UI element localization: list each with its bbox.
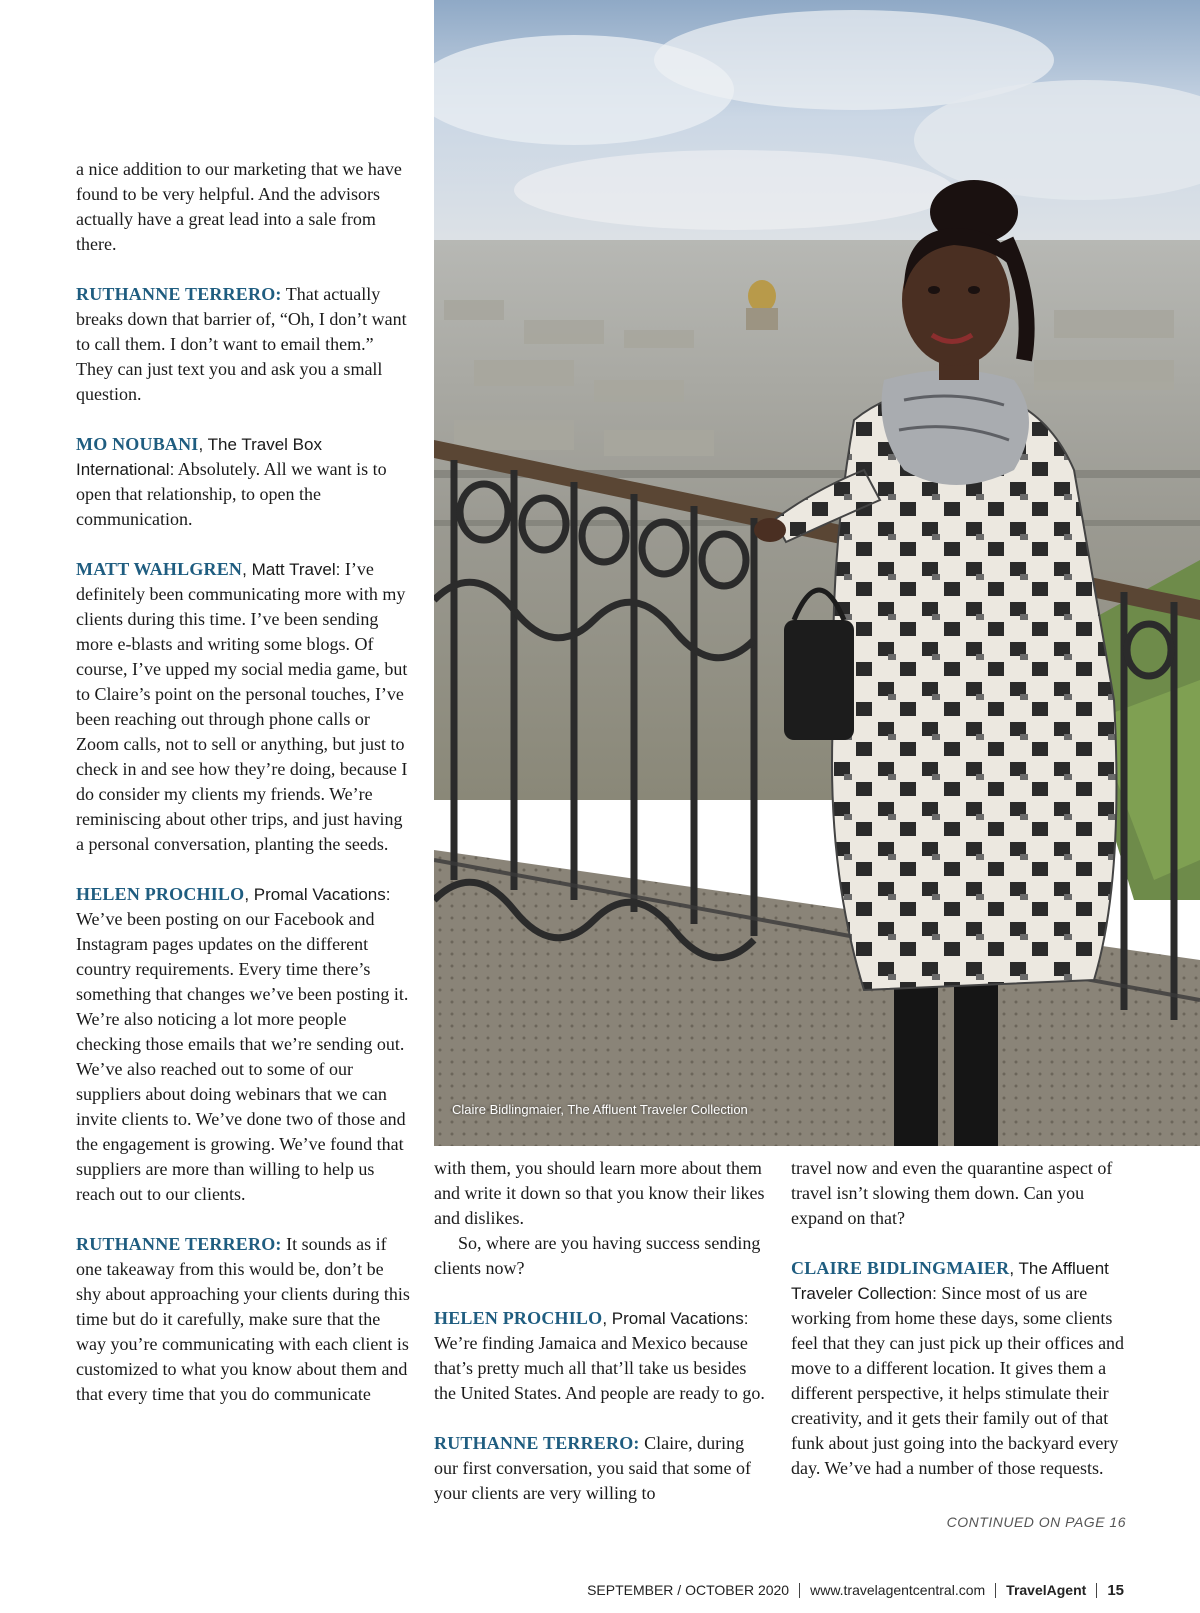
paragraph: RUTHANNE TERRERO: That actually breaks down that barrier of, “Oh, I don’t want to call them. I don’t want to email them.” They can just text you and ask you a small question. bbox=[76, 284, 407, 404]
speaker-name: MO NOUBANI bbox=[76, 434, 199, 454]
page-footer bbox=[587, 1579, 1124, 1601]
paragraph: So, where are you having success sending clients now? bbox=[434, 1233, 761, 1278]
speaker-affiliation: , Promal Vacations: bbox=[602, 1309, 749, 1328]
article-column-1 bbox=[76, 157, 410, 1407]
divider bbox=[799, 1583, 800, 1598]
continued-on-page-link[interactable]: CONTINUED ON PAGE 16 bbox=[946, 1514, 1126, 1530]
paragraph: RUTHANNE TERRERO: Claire, during our first conversation, you said that some of your clients are very willing to bbox=[434, 1433, 751, 1503]
website-url[interactable]: www.travelagentcentral.com bbox=[810, 1582, 986, 1598]
paragraph: with them, you should learn more about them and write it down so that you know their likes and dislikes. bbox=[434, 1158, 765, 1228]
paragraph: CLAIRE BIDLINGMAIER, The Affluent Traveler Collection: Since most of us are working from home these days, some clients feel that they can just pick up their offices and move to a different location. It gives them a different perspective, it helps stimulate their creativity, and it gets their family out of that funk about just going into the backyard every day. We’ve had a number of those requests. bbox=[791, 1258, 1125, 1478]
divider bbox=[995, 1583, 996, 1598]
speaker-affiliation: , The Affluent Traveler Collection: bbox=[791, 1259, 1109, 1303]
photo-illustration bbox=[434, 0, 1200, 1146]
article-column-3 bbox=[791, 1156, 1125, 1481]
speaker-name: RUTHANNE TERRERO: bbox=[434, 1433, 640, 1453]
speaker-name: MATT WAHLGREN bbox=[76, 559, 243, 579]
paragraph: a nice addition to our marketing that we have found to be very helpful. And the advisors actually have a great lead into a sale from there. bbox=[76, 159, 402, 254]
photo-caption: Claire Bidlingmaier, The Affluent Traveler Collection bbox=[452, 1102, 748, 1117]
paragraph: RUTHANNE TERRERO: It sounds as if one takeaway from this would be, don’t be shy about approaching your clients during this time but do it carefully, make sure that the way you’re communicating with each client is customized to what you know about them and that every time that you do communicate bbox=[76, 1234, 410, 1404]
speaker-name: HELEN PROCHILO bbox=[76, 884, 245, 904]
magazine-name: TravelAgent bbox=[1006, 1582, 1087, 1598]
speaker-name: RUTHANNE TERRERO: bbox=[76, 284, 282, 304]
paragraph: MO NOUBANI, The Travel Box International: Absolutely. All we want is to open that relationship, to open the communication. bbox=[76, 434, 387, 529]
speaker-affiliation: , Promal Vacations: bbox=[244, 885, 391, 904]
speaker-affiliation: , The Travel Box International: bbox=[76, 435, 322, 479]
speaker-name: HELEN PROCHILO bbox=[434, 1308, 603, 1328]
paragraph: HELEN PROCHILO, Promal Vacations: We’re finding Jamaica and Mexico because that’s pretty much all that’ll take us besides the United States. And people are ready to go. bbox=[434, 1308, 765, 1403]
article-column-2 bbox=[434, 1156, 766, 1506]
speaker-name: CLAIRE BIDLINGMAIER bbox=[791, 1258, 1010, 1278]
divider bbox=[1096, 1583, 1097, 1598]
page-number: 15 bbox=[1107, 1581, 1124, 1599]
speaker-affiliation: , Matt Travel: bbox=[242, 560, 341, 579]
issue-date: SEPTEMBER / OCTOBER 2020 bbox=[587, 1582, 790, 1598]
paragraph: travel now and even the quarantine aspect of travel isn’t slowing them down. Can you expand on that? bbox=[791, 1158, 1113, 1228]
feature-photo bbox=[434, 0, 1200, 1146]
paragraph: MATT WAHLGREN, Matt Travel: I’ve definitely been communicating more with my clients during this time. I’ve been sending more e-blasts and writing some blogs. Of course, I’ve upped my social media game, but to Claire’s point on the personal touches, I’ve been reaching out through phone calls or Zoom calls, not to sell or anything, but just to check in and see how they’re doing, because I do consider my clients my friends. We’re reminiscing about other trips, and just having a personal conversation, planting the seeds. bbox=[76, 559, 408, 854]
paragraph: HELEN PROCHILO, Promal Vacations: We’ve been posting on our Facebook and Instagram pages updates on the different country requirements. Every time there’s something that changes we’ve been posting it. We’re also noticing a lot more people checking those emails that we’re sending out. We’ve also reached out to some of our suppliers about doing webinars that we can invite clients to. We’ve done two of those and the engagement is growing. We’ve found that suppliers are more than willing to help us reach out to our clients. bbox=[76, 884, 409, 1204]
speaker-name: RUTHANNE TERRERO: bbox=[76, 1234, 282, 1254]
